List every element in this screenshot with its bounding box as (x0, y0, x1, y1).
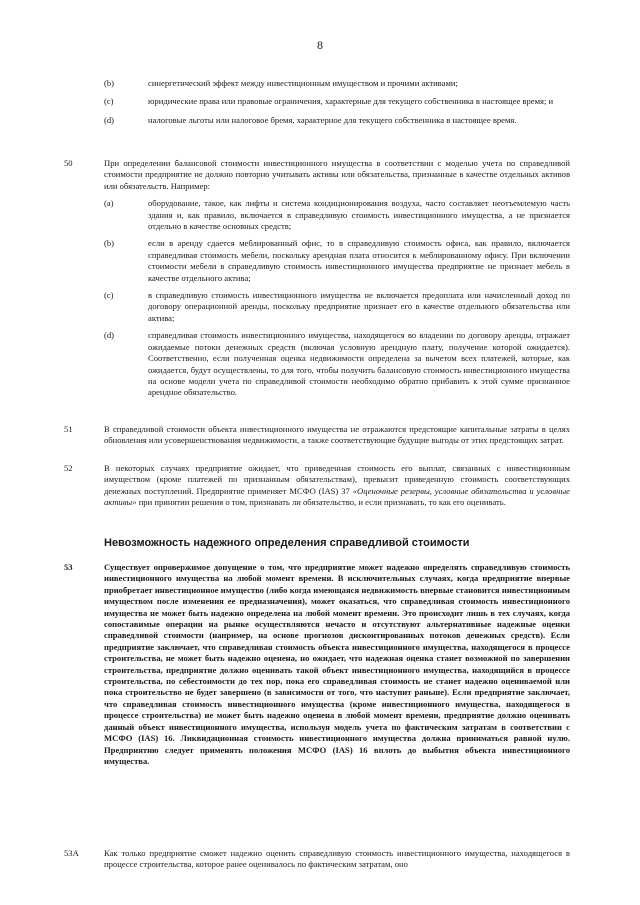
item-text: в справедливую стоимость инвестиционного имущества не включается предоплата или начисленный доход по договору операционной аренды, поскольку предприятие признает его в качестве отдельного обязательства или актива; (148, 290, 570, 323)
paragraph-text-part: В некоторых случаях предприятие ожидает, что приведенная стоимость его выплат, связанных с инвестиционным имуществом (кроме платежей по признанным обязательствам), превысит приведенную стоимость соответствующих денежных поступлений. Предприятие применяет МСФО (IAS) 37 (104, 463, 570, 496)
paragraph-text: Как только предприятие сможет надежно оценить справедливую стоимость инвестиционного имущества, находящегося в процессе строительства, которое ранее оценивалось по фактическим затратам, оно (104, 848, 570, 870)
item-label: (c) (104, 290, 114, 301)
item-text: если в аренду сдается меблированный офис, то в справедливую стоимость офиса, как правило, включается справедливая стоимость мебели, поскольку арендная плата относится к меблированному офису. При включении стоимости мебели в справедливую стоимость инвестиционного имущества предприятие не признает мебель в качестве отдельного актива; (148, 238, 570, 283)
paragraph-number: 51 (64, 424, 73, 434)
list-item (104, 78, 570, 89)
list-item (104, 96, 570, 107)
item-label: (c) (104, 96, 114, 107)
paragraph-number: 53 (64, 562, 73, 572)
item-label: (d) (104, 330, 115, 341)
item-text: синергетический эффект между инвестиционным имуществом и прочими активами; (148, 78, 458, 88)
paragraph-text-part: при принятии решения о том, признавать ли обязательство, и если признавать, то как его оценивать. (136, 497, 506, 508)
item-text: оборудование, такое, как лифты и система кондиционирования воздуха, часто составляет неотъемлемую часть здания и, как правило, включается в справедливую стоимость инвестиционного имущества, а не признается отдельно в качестве основных средств; (148, 198, 570, 232)
paragraph-text (104, 463, 570, 509)
paragraph-52 (64, 463, 570, 509)
paragraph-text: В справедливой стоимости объекта инвестиционного имущества не отражаются предстоящие капитальные затраты в целях обновления или усовершенствования недвижимости, а также соответствующие будущие выгоды от этих предстоящих затрат. (104, 424, 570, 446)
standard-title: «Оценочные резервы, условные обязательства и условные активы» (104, 485, 570, 508)
list-item (104, 115, 570, 126)
paragraph-text: Существует опровержимое допущение о том, что предприятие может надежно определять справедливую стоимость инвестиционного имущества на любой момент времени. В исключительных случаях, когда предприятие впервые приобретает инвестиционное имущество (либо когда имеющаяся недвижимость впервые становится инвестиционным имуществом после изменения ее предназначения), может оказаться, что справедливая стоимость инвестиционного имущества не может быть надежно определена на любой момент времени. Это происходит лишь в тех случаях, когда сопоставимые операции на рынке осуществляются нечасто и отсутствуют альтернативные надежные оценки справедливой стоимости (например, на основе прогнозов дисконтированных потоков денежных средств). Если предприятие заключает, что справедливая стоимость объекта инвестиционного имущества, находящегося в процессе строительства, не может быть надежно оценена, но ожидает, что надежная оценка станет возможной по завершении строительства, предприятие должно оценивать такой объект инвестиционного имущества, находящийся в процессе строительства, по себестоимости до тех пор, пока его справедливая стоимость не станет надежно оцениваемой или пока строительство не будет завершено (в зависимости от того, что наступит раньше). Если предприятие заключает, что справедливая стоимость инвестиционного имущества (кроме инвестиционного имущества, находящегося в процессе строительства) не может быть надежно оценена в любой момент времени, предприятие должно оценивать данный объект инвестиционного имущества, используя модель учета по фактическим затратам в соответствии с МСФО (IAS) 16. Ликвидационная стоимость инвестиционного имущества должна приниматься равной нулю. Предприятию следует применять положения МСФО (IAS) 16 вплоть до выбытия объекта инвестиционного имущества. (104, 562, 570, 766)
item-label: (a) (104, 198, 114, 209)
section-heading: Невозможность надежного определения справедливой стоимости (104, 537, 470, 549)
item-label: (d) (104, 114, 115, 125)
list-item (104, 198, 570, 232)
item-label: (b) (104, 238, 115, 249)
paragraph-text: При определении балансовой стоимости инвестиционного имущества в соответствии с моделью учета по справедливой стоимости предприятие не должно повторно учитывать активы или обязательства, признанные в качестве отдельных активов или обязательств. Например: (104, 158, 570, 191)
page-number: 8 (317, 38, 323, 52)
list-item (104, 290, 570, 324)
list-item (104, 330, 570, 398)
paragraph-number: 53A (64, 848, 79, 858)
paragraph-number: 50 (64, 158, 73, 168)
list-item (104, 238, 570, 284)
item-text: справедливая стоимость инвестиционного имущества, находящегося во владении по договору аренды, отражает ожидаемые потоки денежных средств (включая условную арендную плату, получение которой ожидается). Соответственно, если полученная оценка недвижимости определена за вычетом всех платежей, которые, как ожидается, будут осуществлены, то для того, чтобы получить балансовую стоимость инвестиционного имущества на основе модели учета по справедливой стоимости необходимо обратно прибавить к этой сумме признанное арендное обязательство. (148, 330, 570, 398)
item-text: юридические права или правовые ограничения, характерные для текущего собственника в настоящее время; и (148, 96, 554, 107)
paragraph-number: 52 (64, 463, 73, 473)
paragraph-50 (64, 158, 570, 399)
top-items (64, 78, 570, 126)
paragraph-53 (64, 562, 570, 767)
item-label: (b) (104, 78, 115, 88)
paragraph-51 (64, 424, 570, 447)
paragraph-53a (64, 848, 570, 871)
item-text: налоговые льготы или налоговое бремя, характерное для текущего собственника в настоящее время. (148, 114, 517, 125)
